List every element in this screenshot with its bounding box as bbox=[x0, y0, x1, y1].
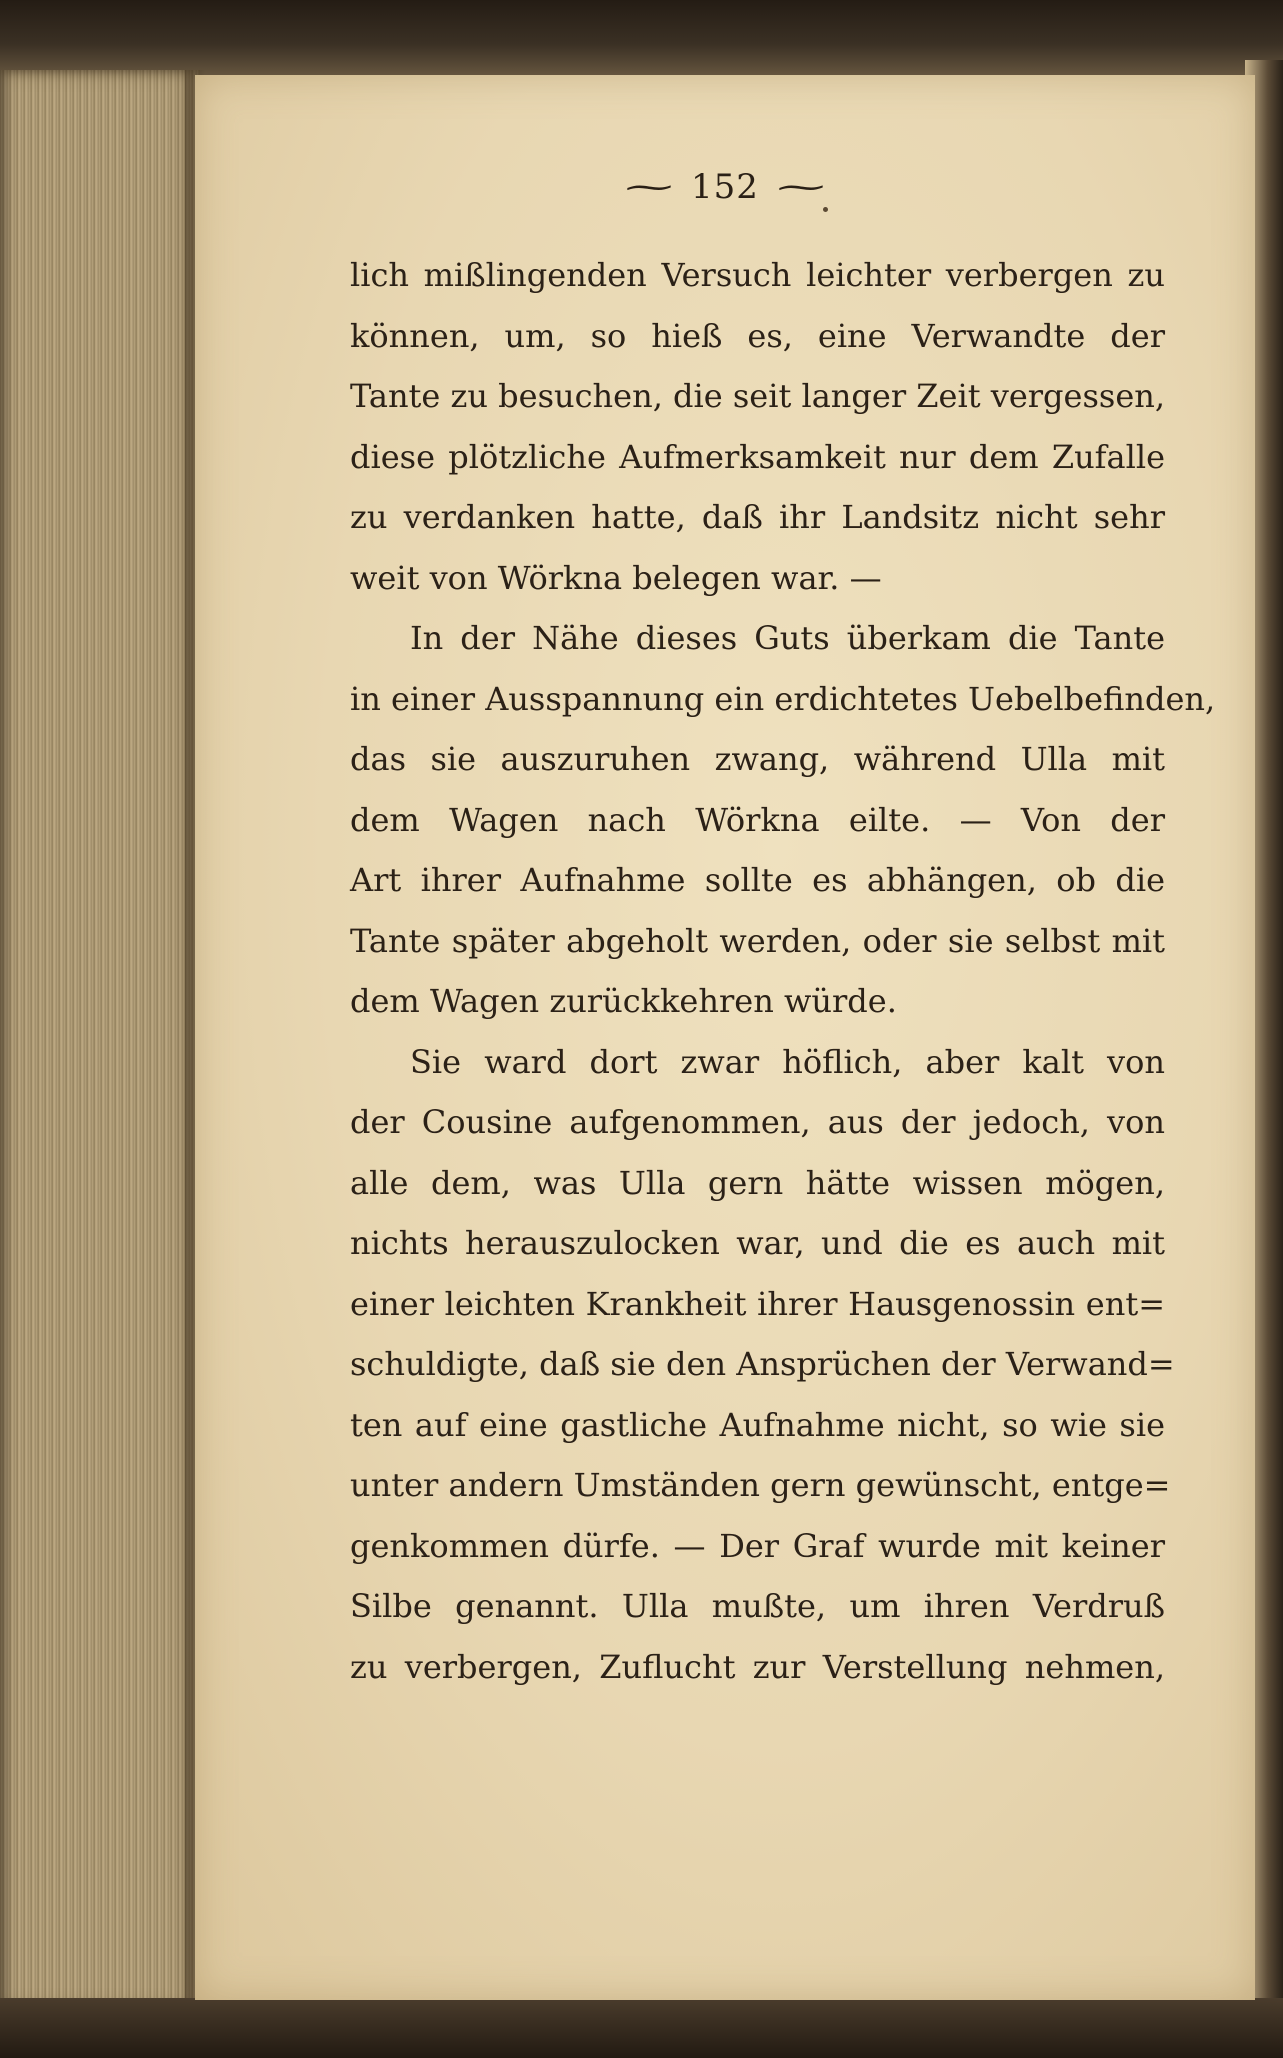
text-line: In der Nähe dieses Guts überkam die Tante bbox=[410, 619, 1165, 657]
text-line: lich mißlingenden Versuch leichter verbergen zu bbox=[350, 256, 1165, 294]
text-line: Sie ward dort zwar höflich, aber kalt von bbox=[410, 1042, 1165, 1081]
page-number: 152 bbox=[691, 167, 759, 207]
text-line: einer leichten Krankheit ihrer Hausgenossin ent= bbox=[350, 1284, 1165, 1323]
binding-bottom-edge bbox=[0, 1998, 1283, 2058]
text-line: können, um, so hieß es, eine Verwandte der bbox=[350, 316, 1165, 355]
text-line: nichts herauszulocken war, und die es auch mit bbox=[350, 1224, 1165, 1262]
text-line: zu verdanken hatte, daß ihr Landsitz nicht sehr bbox=[350, 498, 1165, 536]
body-text bbox=[350, 245, 1216, 1697]
binding-top-edge bbox=[0, 0, 1283, 80]
text-line: weit von Wörkna belegen war. — bbox=[350, 558, 882, 597]
text-line: ten auf eine gastliche Aufnahme nicht, so wie sie bbox=[350, 1405, 1165, 1444]
text-line: der Cousine aufgenommen, aus der jedoch, von bbox=[350, 1103, 1165, 1141]
text-line: dem Wagen zurückkehren würde. bbox=[350, 982, 897, 1020]
text-line: zu verbergen, Zuflucht zur Verstellung nehmen, bbox=[350, 1647, 1165, 1686]
text-line: diese plötzliche Aufmerksamkeit nur dem Zufalle bbox=[350, 437, 1165, 476]
text-line: Tante später abgeholt werden, oder sie selbst mit bbox=[350, 921, 1165, 960]
text-line: genkommen dürfe. — Der Graf wurde mit keiner bbox=[350, 1526, 1165, 1565]
text-line: Art ihrer Aufnahme sollte es abhängen, ob die bbox=[350, 861, 1165, 899]
ornament-right-icon: ⁓ bbox=[777, 169, 826, 205]
text-line: in einer Ausspannung ein erdichtetes Uebelbefinden, bbox=[350, 679, 1216, 718]
ink-dot bbox=[823, 207, 828, 212]
page-header bbox=[195, 167, 1255, 207]
book-page bbox=[195, 75, 1255, 2000]
page-edges-stack bbox=[0, 70, 200, 2010]
text-line: alle dem, was Ulla gern hätte wissen mögen, bbox=[350, 1163, 1165, 1202]
text-line: dem Wagen nach Wörkna eilte. — Von der bbox=[350, 800, 1165, 839]
text-line: das sie auszuruhen zwang, während Ulla mit bbox=[350, 740, 1165, 778]
text-line: Tante zu besuchen, die seit langer Zeit vergessen, bbox=[350, 377, 1166, 415]
text-line: unter andern Umständen gern gewünscht, entge= bbox=[350, 1466, 1171, 1504]
text-line: schuldigte, daß sie den Ansprüchen der Verwand= bbox=[350, 1345, 1175, 1383]
ornament-left-icon: ⁓ bbox=[624, 169, 673, 205]
text-line: Silbe genannt. Ulla mußte, um ihren Verdruß bbox=[350, 1587, 1165, 1625]
